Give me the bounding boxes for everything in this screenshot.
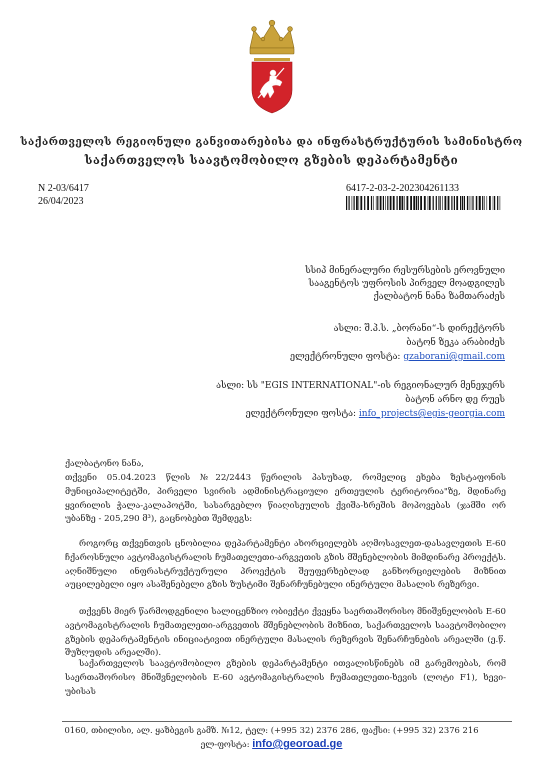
paragraph-3: თქვენს მიერ წარმოდგენილი სალიცენზიო ობიექტი ქვეყნა საერთაშორისო მნიშვნელობის E-60 ავტომაგისტრალის ჩუმათელეთი-არგვეთის მშენებლობის მიზნით, საქართველოს საავტომობილო გზების დეპარტამენტის ინიციატივით ინერტული მასალის რეზერვის შენარჩუნების არეალში (ე.წ. შუზღუდის არეალში). <box>65 607 506 659</box>
recipient-line: სააგენტოს უფროსის პირველ მოადგილეს <box>308 279 505 289</box>
recipient-line: ბატონ არნო დე რუეს <box>405 395 505 405</box>
paragraph-2: როგორც თქვენთვის ცნობილია დეპარტამენტი ახორციელებს აღმოსავლეთ-დასავლეთის E-60 ჩქაროსნული ავტომაგისტრალის ჩუმათელეთი-არგვეთის გზის მშენებლობის მიმდინარე პროექტს. აღნიშნული ინფრასტრუქტურული პროექტის შეუფერხებლად განხორციელების მიზნით აუცილებელი იყო ასაშენებელი გზის ზუსტიმი შენარჩუნებული ინერტული მასალის რეზერვი. <box>65 539 506 591</box>
paragraph-4: საქართველოს საავტომობილო გზების დეპარტამენტი ითვალისწინებს იმ გარემოებას, რომ საერთაშორისო მნიშვნელობის E-60 ავტომაგისტრალის ჩუმათელეთი-ხევის (ლოტი F1), ხევი-უბისას <box>65 659 506 697</box>
email-label: ელექტრონული ფოსტა: <box>245 409 359 419</box>
email-label: ელექტრონული ფოსტა: <box>290 352 404 362</box>
paragraph-1: თქვენი 05.04.2023 წლის №22/2443 წერილის პასუხად, რომელიც ეხება ზესტაფონის მუნიციპალიტეტში, პირველი სვირის ადმინისტრაციული ერთეულის ტერიტორია"ზე, მდინარე ყვირილის ჭალა-კალაპოტში, სასარგებლო წიაღისეულის ქვიშა-ხრეშის მოპოვებას (ჯამში ორ უბანზე - 205,290 მ³), გაცნობებთ შემდეგს: <box>65 473 506 525</box>
recipient-line: ქალბატონ ნანა ზამთარაძეს <box>373 292 505 302</box>
recipient-line: ბატონ ზეკა არაბიძეს <box>406 338 505 348</box>
document-reference: 6417-2-03-2-202304261133 <box>346 183 459 194</box>
document-date: 26/04/2023 <box>38 196 84 207</box>
email-link-egis[interactable]: info_projects@egis-georgia.com <box>358 409 505 419</box>
footer-address: 0160, თბილისი, ალ. ყაზბეგის გამზ. №12, ტელ: (+995 32) 2376 286, ფაქსი: (+995 32) 2376 216 <box>64 725 479 735</box>
recipient-copy-egis <box>185 379 505 422</box>
footer-email-link[interactable]: info@georoad.ge <box>252 738 343 750</box>
department-name: საქართველოს საავტომობილო გზების დეპარტამენტი <box>84 153 459 167</box>
footer-email-label: ელ-ფოსტა: <box>200 739 253 749</box>
recipient-copy-boranis <box>205 322 505 365</box>
recipient-line: ასლი: სს "EGIS INTERNATIONAL"-ის რეგიონალურ მენეჯერს <box>216 381 505 391</box>
document-number: N 2-03/6417 <box>38 183 89 194</box>
recipient-line: სსიპ მინერალური რესურსების ეროვნული <box>305 266 505 276</box>
ministry-name: საქართველოს რეგიონული განვითარებისა და ინფრასტრუქტურის სამინისტრო <box>20 136 523 148</box>
email-link-boranis[interactable]: gzaborani@gmail.com <box>403 352 505 362</box>
footer-divider <box>62 721 512 722</box>
coat-of-arms-emblem <box>236 18 308 114</box>
barcode-image <box>346 196 502 210</box>
recipient-primary <box>205 265 505 304</box>
footer-contact <box>0 738 543 750</box>
recipient-line: ასლი: შ.პ.ს. „ბორანი“-ს დირექტორს <box>333 324 505 334</box>
salutation: ქალბატონო ნანა, <box>65 459 144 469</box>
